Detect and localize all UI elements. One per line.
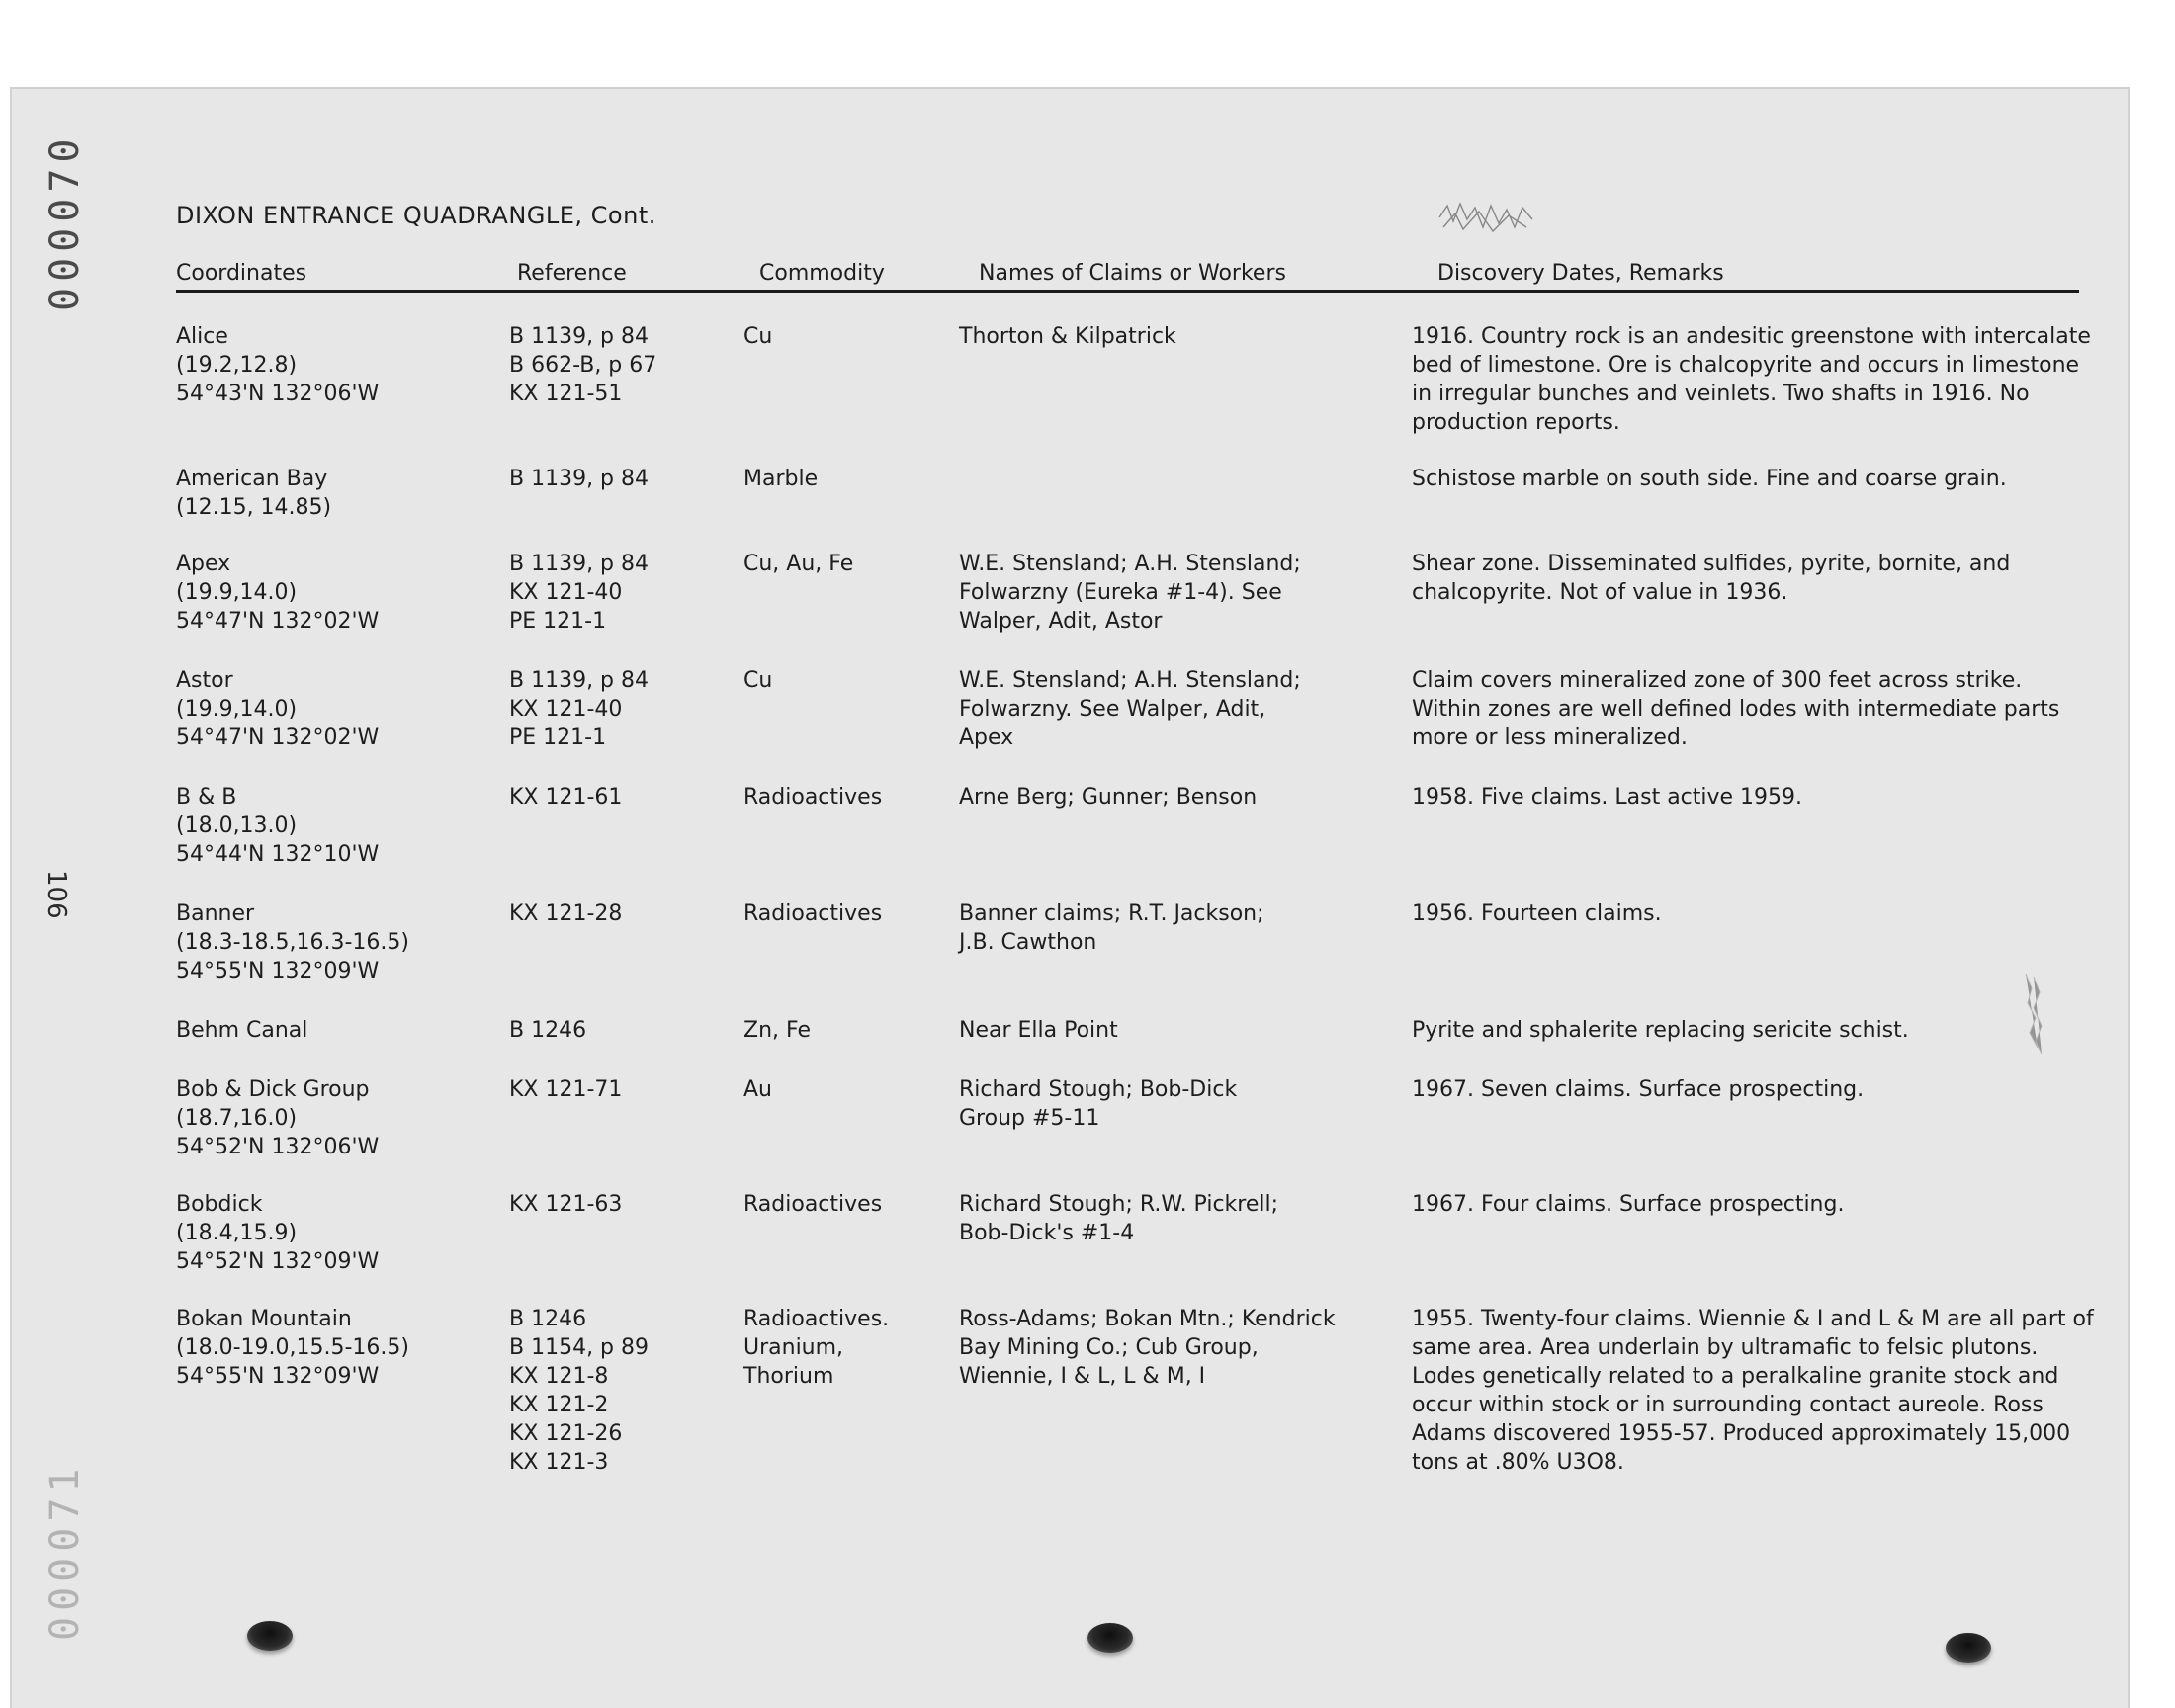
cell-coordinates <box>176 1016 502 1045</box>
cell-remarks-text: Shear zone. Disseminated sulfides, pyrite, bornite, and chalcopyrite. Not of value in 1936. <box>1412 552 2011 605</box>
cell-names-line: Banner claims; R.T. Jackson; <box>959 901 1264 926</box>
cell-names <box>959 666 1335 752</box>
cell-reference-line: PE 121-1 <box>509 609 607 634</box>
cell-coordinates-line: (12.15, 14.85) <box>176 495 332 520</box>
cell-commodity <box>743 465 941 493</box>
cell-coordinates-line: (18.0,13.0) <box>176 813 298 838</box>
cell-names-line: W.E. Stensland; A.H. Stensland; <box>959 552 1301 576</box>
cell-remarks <box>1412 666 2094 752</box>
cell-coordinates-line: Banner <box>176 901 255 926</box>
cell-names <box>959 899 1335 957</box>
cell-names-line: J.B. Cawthon <box>959 930 1097 955</box>
cell-coordinates <box>176 1190 502 1276</box>
header-commodity: Commodity <box>759 261 885 286</box>
cell-names-line: Walper, Adit, Astor <box>959 609 1163 634</box>
cell-names-line: Bob-Dick's #1-4 <box>959 1221 1135 1245</box>
cell-coordinates <box>176 550 502 636</box>
cell-names-line: Thorton & Kilpatrick <box>959 324 1176 349</box>
header-remarks: Discovery Dates, Remarks <box>1437 261 1724 286</box>
cell-reference <box>509 465 727 493</box>
cell-reference-line: KX 121-2 <box>509 1393 609 1417</box>
cell-remarks-text: Pyrite and sphalerite replacing sericite schist. <box>1412 1018 1909 1043</box>
cell-remarks-text: 1958. Five claims. Last active 1959. <box>1412 785 1803 810</box>
cell-reference-line: KX 121-28 <box>509 901 623 926</box>
cell-coordinates <box>176 322 502 408</box>
cell-coordinates-line: (19.9,14.0) <box>176 580 298 605</box>
cell-reference-line: B 1139, p 84 <box>509 467 650 491</box>
cell-coordinates-line: Behm Canal <box>176 1018 308 1043</box>
cell-remarks <box>1412 322 2094 437</box>
ink-smudge-mark <box>1434 198 1542 237</box>
cell-commodity-line: Radioactives <box>743 901 883 926</box>
cell-commodity-line: Uranium, <box>743 1335 844 1360</box>
cell-reference <box>509 322 727 408</box>
cell-reference-line: B 1154, p 89 <box>509 1335 650 1360</box>
cell-coordinates-line: 54°55'N 132°09'W <box>176 1364 380 1389</box>
cell-names-line: W.E. Stensland; A.H. Stensland; <box>959 668 1301 693</box>
cell-reference-line: B 1246 <box>509 1018 587 1043</box>
cell-names-line: Near Ella Point <box>959 1018 1118 1043</box>
cell-remarks-text: 1967. Four claims. Surface prospecting. <box>1412 1192 1845 1217</box>
cell-reference-line: B 662-B, p 67 <box>509 353 657 378</box>
cell-commodity <box>743 899 941 928</box>
cell-remarks <box>1412 899 2094 928</box>
cell-reference <box>509 783 727 811</box>
cell-names-line: Richard Stough; Bob-Dick <box>959 1077 1238 1102</box>
cell-names <box>959 783 1335 811</box>
cell-names-line: Bay Mining Co.; Cub Group, <box>959 1335 1259 1360</box>
cell-coordinates-line: 54°43'N 132°06'W <box>176 382 380 406</box>
cell-coordinates-line: 54°55'N 132°09'W <box>176 959 380 983</box>
cell-coordinates-line: American Bay <box>176 467 328 491</box>
cell-reference-line: B 1139, p 84 <box>509 324 650 349</box>
cell-commodity-line: Cu <box>743 668 773 693</box>
cell-reference-line: KX 121-3 <box>509 1450 609 1475</box>
cell-remarks-text: 1955. Twenty-four claims. Wiennie & I and L & M are all part of same area. Area underlain by ultramafic to felsic plutons. Lodes genetically related to a peralkaline granite stock and occur within stock or in surrounding contact aureole. Ross Adams discovered 1955-57. Produced approximately 15,000 tons at .80% U3O8. <box>1412 1307 2094 1475</box>
cell-coordinates <box>176 783 502 869</box>
cell-remarks <box>1412 465 2094 493</box>
cell-coordinates-line: (18.3-18.5,16.3-16.5) <box>176 930 409 955</box>
cell-coordinates <box>176 899 502 985</box>
cell-names-line: Group #5-11 <box>959 1106 1100 1131</box>
cell-remarks <box>1412 550 2094 607</box>
cell-coordinates-line: Apex <box>176 552 231 576</box>
cell-commodity-line: Cu <box>743 324 773 349</box>
cell-reference-line: KX 121-40 <box>509 580 623 605</box>
cell-commodity-line: Radioactives <box>743 1192 883 1217</box>
cell-names <box>959 550 1335 636</box>
cell-commodity <box>743 783 941 811</box>
cell-reference-line: PE 121-1 <box>509 726 607 750</box>
cell-remarks-text: Claim covers mineralized zone of 300 feet across strike. Within zones are well defined lodes with intermediate parts more or less mineralized. <box>1412 668 2060 750</box>
cell-names-line: Folwarzny. See Walper, Adit, <box>959 697 1266 722</box>
cell-coordinates-line: 54°44'N 132°10'W <box>176 842 380 867</box>
cell-reference <box>509 1016 727 1045</box>
cell-coordinates-line: (18.7,16.0) <box>176 1106 298 1131</box>
cell-remarks <box>1412 1190 2094 1219</box>
cell-commodity <box>743 550 941 578</box>
cell-commodity-line: Zn, Fe <box>743 1018 811 1043</box>
cell-coordinates-line: 54°47'N 132°02'W <box>176 726 380 750</box>
cell-reference-line: B 1139, p 84 <box>509 552 650 576</box>
cell-coordinates-line: 54°47'N 132°02'W <box>176 609 380 634</box>
cell-names-line: Wiennie, I & L, L & M, I <box>959 1364 1206 1389</box>
cell-commodity <box>743 1075 941 1104</box>
cell-reference <box>509 1305 727 1477</box>
cell-commodity-line: Au <box>743 1077 772 1102</box>
cell-commodity-line: Radioactives <box>743 785 883 810</box>
document-control-number-faint: 000071 <box>43 1462 88 1642</box>
cell-commodity <box>743 1305 941 1391</box>
cell-commodity <box>743 666 941 695</box>
cell-names <box>959 1190 1335 1247</box>
cell-remarks-text: 1916. Country rock is an andesitic greenstone with intercalate bed of limestone. Ore is chalcopyrite and occurs in limestone in irregular bunches and veinlets. Two shafts in 1916. No production reports. <box>1412 324 2091 435</box>
cell-remarks-text: Schistose marble on south side. Fine and coarse grain. <box>1412 467 2007 491</box>
cell-reference-line: KX 121-8 <box>509 1364 609 1389</box>
cell-remarks-text: 1967. Seven claims. Surface prospecting. <box>1412 1077 1865 1102</box>
cell-remarks <box>1412 1305 2094 1477</box>
punch-hole <box>1088 1623 1133 1653</box>
cell-names <box>959 1305 1335 1391</box>
cell-coordinates-line: 54°52'N 132°09'W <box>176 1249 380 1274</box>
cell-remarks <box>1412 783 2094 811</box>
cell-commodity <box>743 322 941 351</box>
document-control-number: 000070 <box>43 132 88 312</box>
cell-names-line: Arne Berg; Gunner; Benson <box>959 785 1258 810</box>
cell-names-line: Richard Stough; R.W. Pickrell; <box>959 1192 1279 1217</box>
cell-reference <box>509 666 727 752</box>
cell-commodity-line: Cu, Au, Fe <box>743 552 854 576</box>
cell-reference <box>509 550 727 636</box>
cell-coordinates <box>176 465 502 522</box>
cell-names <box>959 1075 1335 1133</box>
cell-reference-line: KX 121-63 <box>509 1192 623 1217</box>
cell-commodity-line: Radioactives. <box>743 1307 890 1331</box>
cell-reference-line: KX 121-40 <box>509 697 623 722</box>
cell-coordinates-line: (18.0-19.0,15.5-16.5) <box>176 1335 409 1360</box>
header-coordinates: Coordinates <box>176 261 307 286</box>
cell-coordinates-line: Alice <box>176 324 228 349</box>
cell-reference-line: KX 121-61 <box>509 785 623 810</box>
cell-names <box>959 1016 1335 1045</box>
cell-names-line: Folwarzny (Eureka #1-4). See <box>959 580 1282 605</box>
cell-coordinates <box>176 1075 502 1161</box>
cell-coordinates-line: Bobdick <box>176 1192 263 1217</box>
page-title: DIXON ENTRANCE QUADRANGLE, Cont. <box>176 202 656 229</box>
cell-coordinates-line: (19.2,12.8) <box>176 353 298 378</box>
cell-reference <box>509 1190 727 1219</box>
header-reference: Reference <box>517 261 627 286</box>
page-number: 106 <box>42 870 71 919</box>
cell-reference-line: KX 121-71 <box>509 1077 623 1102</box>
cell-names-line: Apex <box>959 726 1014 750</box>
table-header <box>176 261 2089 291</box>
cell-reference-line: KX 121-51 <box>509 382 623 406</box>
cell-coordinates-line: (18.4,15.9) <box>176 1221 298 1245</box>
cell-commodity-line: Thorium <box>743 1364 834 1389</box>
cell-reference <box>509 899 727 928</box>
cell-reference-line: B 1139, p 84 <box>509 668 650 693</box>
header-rule <box>176 290 2079 293</box>
cell-commodity <box>743 1190 941 1219</box>
cell-coordinates-line: 54°52'N 132°06'W <box>176 1135 380 1159</box>
cell-remarks <box>1412 1016 2094 1045</box>
cell-coordinates-line: Astor <box>176 668 233 693</box>
cell-remarks <box>1412 1075 2094 1104</box>
cell-remarks-text: 1956. Fourteen claims. <box>1412 901 1662 926</box>
cell-coordinates-line: Bob & Dick Group <box>176 1077 370 1102</box>
cell-coordinates <box>176 666 502 752</box>
cell-names-line: Ross-Adams; Bokan Mtn.; Kendrick <box>959 1307 1336 1331</box>
cell-coordinates-line: Bokan Mountain <box>176 1307 352 1331</box>
punch-hole <box>1946 1633 1991 1663</box>
cell-reference <box>509 1075 727 1104</box>
cell-names <box>959 322 1335 351</box>
cell-coordinates-line: (19.9,14.0) <box>176 697 298 722</box>
header-names: Names of Claims or Workers <box>979 261 1286 286</box>
cell-coordinates-line: B & B <box>176 785 237 810</box>
cell-commodity <box>743 1016 941 1045</box>
cell-commodity-line: Marble <box>743 467 819 491</box>
cell-reference-line: KX 121-26 <box>509 1421 623 1446</box>
cell-reference-line: B 1246 <box>509 1307 587 1331</box>
cell-coordinates <box>176 1305 502 1391</box>
punch-hole <box>247 1621 293 1651</box>
